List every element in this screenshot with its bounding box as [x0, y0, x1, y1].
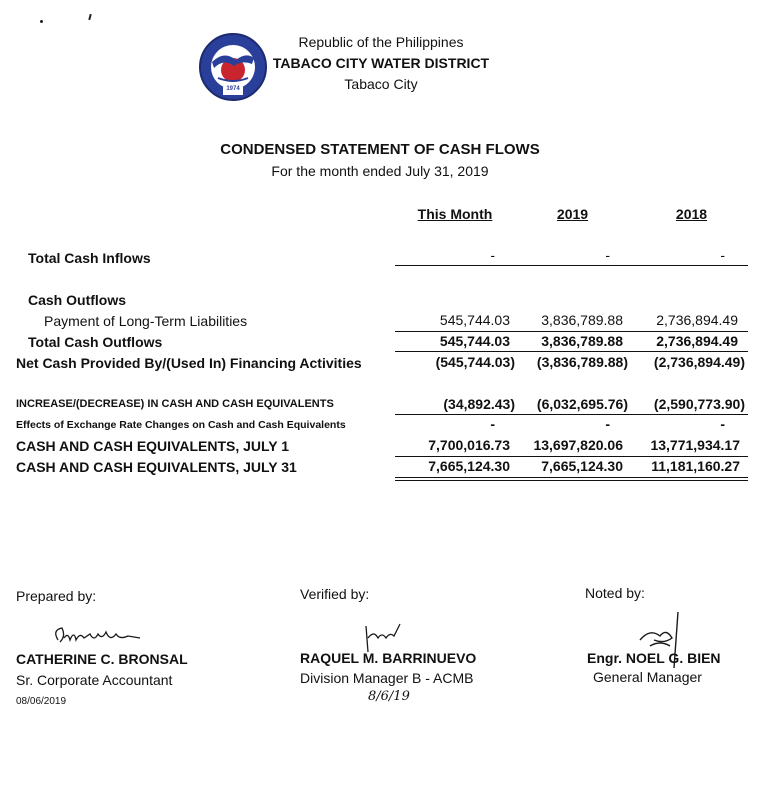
signature-bronsal	[50, 622, 150, 652]
noter-name: Engr. NOEL G. BIEN	[587, 650, 721, 666]
payment-lt-2018: 2,736,894.49	[656, 312, 738, 328]
verifier-position: Division Manager B - ACMB	[300, 670, 474, 686]
payment-lt-2019: 3,836,789.88	[541, 312, 623, 328]
rule-under-july1	[395, 456, 748, 457]
total-outflows-this-month: 545,744.03	[439, 333, 510, 349]
row-label-payment-lt-liabilities: Payment of Long-Term Liabilities	[44, 313, 248, 329]
rule-under-increase	[395, 414, 748, 415]
column-2018: 2018	[675, 206, 708, 222]
header-city: Tabaco City	[344, 76, 418, 92]
header-agency-name: TABACO CITY WATER DISTRICT	[272, 55, 490, 71]
payment-lt-this-month: 545,744.03	[439, 312, 510, 328]
scan-speck	[40, 20, 43, 23]
rule-under-total-outflows	[395, 351, 748, 352]
water-district-seal	[198, 32, 268, 102]
row-label-total-outflows: Total Cash Outflows	[28, 334, 163, 350]
seal-year: 1974	[226, 86, 240, 92]
increase-2018: (2,590,773.90)	[653, 396, 745, 412]
increase-2019: (6,032,695.76)	[536, 396, 628, 412]
double-rule-bottom	[395, 480, 748, 481]
column-this-month: This Month	[417, 206, 493, 222]
cash-july1-2019: 13,697,820.06	[533, 437, 623, 453]
inflows-this-month: -	[490, 247, 495, 263]
cash-july31-this-month: 7,665,124.30	[428, 458, 510, 474]
header-republic: Republic of the Philippines	[298, 34, 464, 50]
section-cash-outflows: Cash Outflows	[28, 292, 127, 308]
preparer-date: 08/06/2019	[16, 696, 67, 707]
double-rule-top	[395, 477, 748, 478]
fx-effects-2019: -	[605, 416, 610, 432]
scan-speck	[88, 14, 91, 20]
net-financing-2019: (3,836,789.88)	[536, 354, 628, 370]
fx-effects-this-month: -	[490, 416, 495, 432]
cash-july1-2018: 13,771,934.17	[650, 437, 740, 453]
statement-title: CONDENSED STATEMENT OF CASH FLOWS	[220, 141, 540, 158]
inflows-2019: -	[605, 247, 610, 263]
total-outflows-2019: 3,836,789.88	[541, 333, 623, 349]
row-label-cash-july-1: CASH AND CASH EQUIVALENTS, JULY 1	[16, 438, 290, 454]
row-label-increase-decrease: INCREASE/(DECREASE) IN CASH AND CASH EQUIVALENTS	[16, 398, 334, 410]
increase-this-month: (34,892.43)	[443, 396, 515, 412]
column-2019: 2019	[556, 206, 589, 222]
rule-under-payment	[395, 331, 748, 332]
total-outflows-2018: 2,736,894.49	[656, 333, 738, 349]
inflows-2018: -	[720, 247, 725, 263]
net-financing-2018: (2,736,894.49)	[653, 354, 745, 370]
rule-under-inflows	[395, 265, 748, 266]
row-label-cash-july-31: CASH AND CASH EQUIVALENTS, JULY 31	[16, 459, 297, 475]
noted-by-caption: Noted by:	[585, 585, 645, 601]
cash-july31-2018: 11,181,160.27	[651, 458, 740, 474]
cash-july1-this-month: 7,700,016.73	[428, 437, 510, 453]
noter-position: General Manager	[593, 669, 702, 685]
net-financing-this-month: (545,744.03)	[435, 354, 515, 370]
row-label-total-inflows: Total Cash Inflows	[28, 250, 151, 266]
row-label-fx-effects: Effects of Exchange Rate Changes on Cash and Cash Equivalents	[16, 419, 346, 431]
cash-july31-2019: 7,665,124.30	[541, 458, 623, 474]
prepared-by-caption: Prepared by:	[16, 588, 97, 604]
verified-by-caption: Verified by:	[300, 586, 370, 602]
row-label-net-financing: Net Cash Provided By/(Used In) Financing Activities	[16, 355, 362, 371]
verifier-date: 8/6/19	[368, 689, 410, 704]
fx-effects-2018: -	[720, 416, 725, 432]
verifier-name: RAQUEL M. BARRINUEVO	[300, 650, 477, 666]
preparer-name: CATHERINE C. BRONSAL	[16, 651, 188, 667]
statement-period: For the month ended July 31, 2019	[271, 163, 489, 179]
preparer-position: Sr. Corporate Accountant	[16, 672, 173, 688]
